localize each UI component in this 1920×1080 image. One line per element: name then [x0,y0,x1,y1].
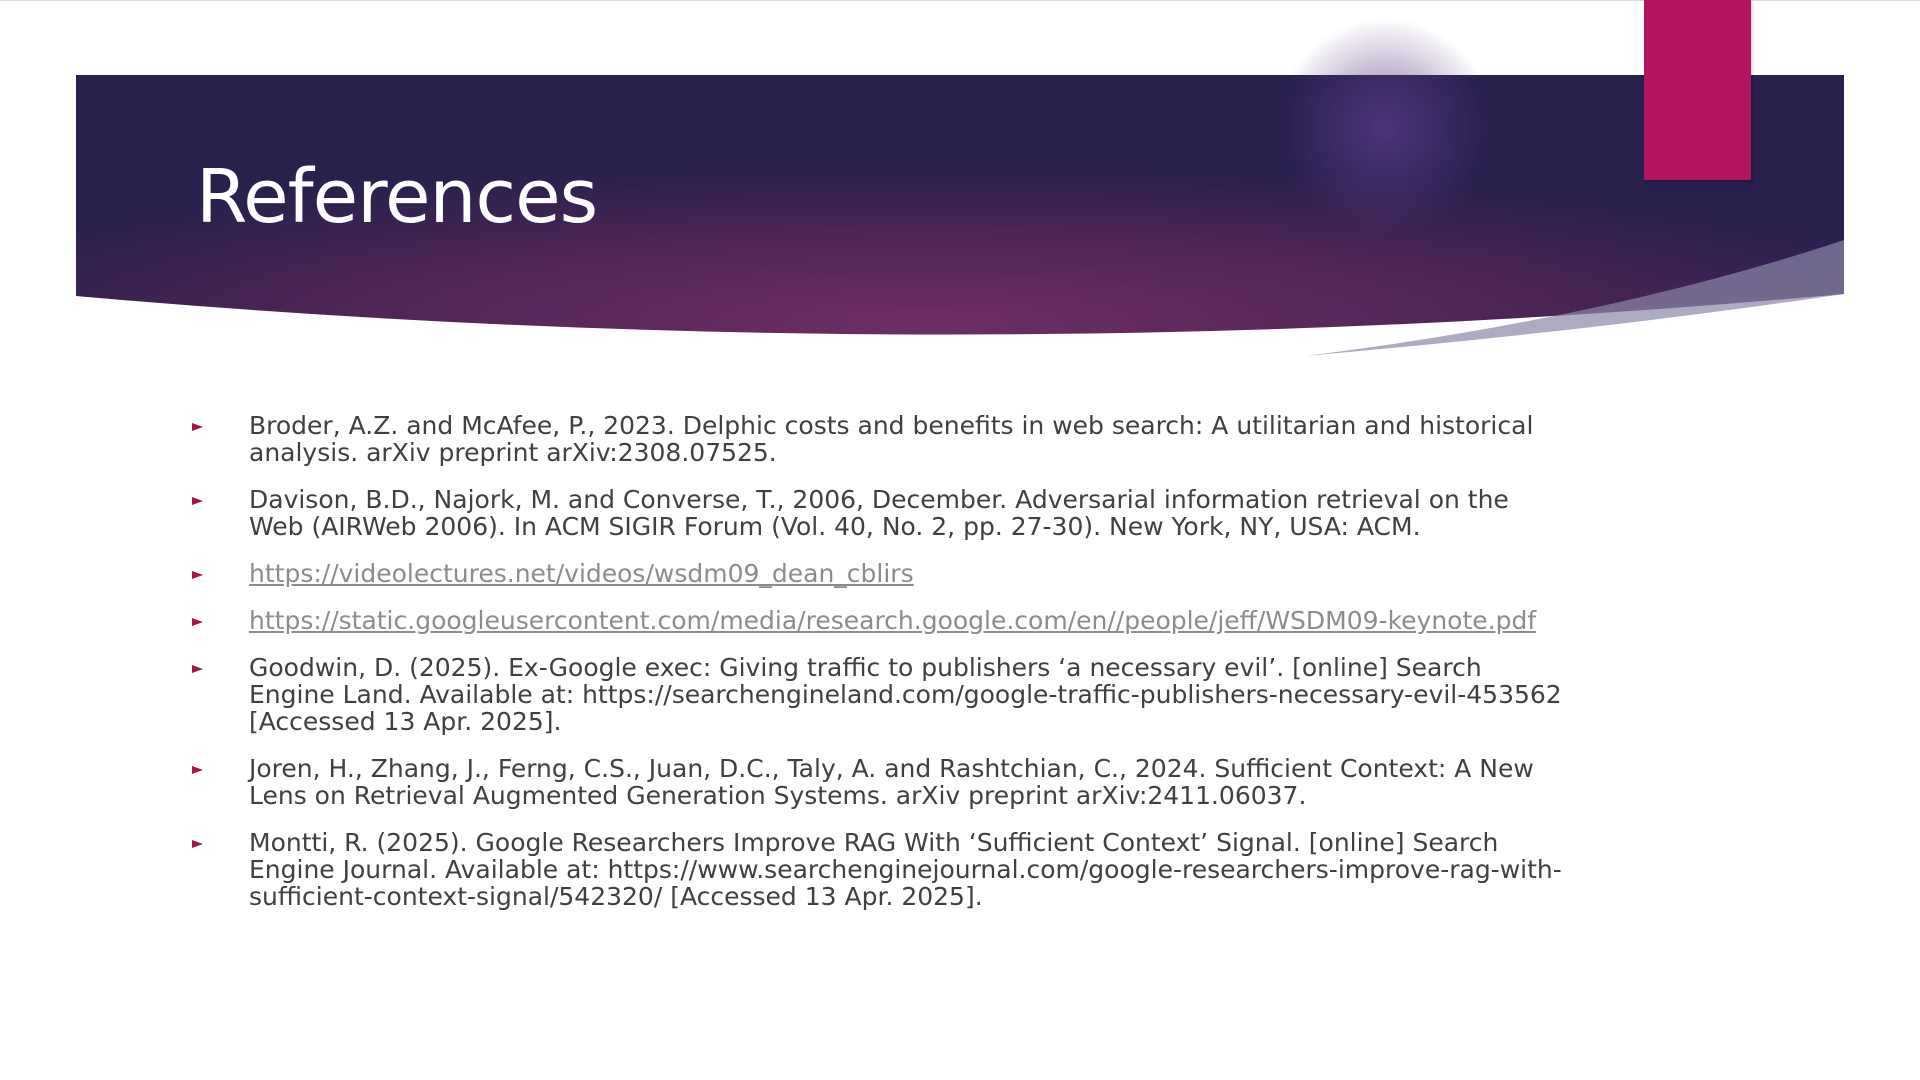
reference-item [186,486,1566,540]
reference-text: Joren, H., Zhang, J., Ferng, C.S., Juan, D.C., Taly, A. and Rashtchian, C., 2024. Sufficient Context: A New Lens on Retrieval Augmented Generation Systems. arXiv preprint arXiv:2411.06037. [249,754,1534,810]
arrow-bullet-icon [192,840,203,848]
arrow-bullet-icon [192,766,203,774]
reference-text: Davison, B.D., Najork, M. and Converse, T., 2006, December. Adversarial information retrieval on the Web (AIRWeb 2006). In ACM SIGIR Forum (Vol. 40, No. 2, pp. 27-30). New York, NY, USA: ACM. [249,485,1509,541]
arrow-bullet-icon [192,497,203,505]
banner-light-spot [1275,18,1495,238]
reference-list [186,412,1566,930]
reference-item [186,755,1566,809]
arrow-bullet-icon [192,665,203,673]
reference-link[interactable]: https://videolectures.net/videos/wsdm09_dean_cblirs [249,559,914,588]
reference-item [186,607,1566,634]
reference-item [186,829,1566,910]
arrow-bullet-icon [192,571,203,579]
reference-text: Broder, A.Z. and McAfee, P., 2023. Delphic costs and benefits in web search: A utilitarian and historical analysis. arXiv preprint arXiv:2308.07525. [249,411,1534,467]
reference-item [186,654,1566,735]
reference-item [186,412,1566,466]
reference-text: Goodwin, D. (2025). Ex-Google exec: Giving traffic to publishers ‘a necessary evil’. [online] Search Engine Land. Available at: https://searchengineland.com/google-traffic-publishers-necessary-evil-453562 [Accessed 13 Apr. 2025]. [249,653,1562,736]
reference-item [186,560,1566,587]
reference-link[interactable]: https://static.googleusercontent.com/media/research.google.com/en//people/jeff/WSDM09-keynote.pdf [249,606,1537,635]
arrow-bullet-icon [192,618,203,626]
accent-tab [1644,0,1751,180]
arrow-bullet-icon [192,423,203,431]
reference-text: Montti, R. (2025). Google Researchers Improve RAG With ‘Sufficient Context’ Signal. [online] Search Engine Journal. Available at: https://www.searchenginejournal.com/google-researchers-improve-rag-with-sufficient-context-signal/542320/ [Accessed 13 Apr. 2025]. [249,828,1562,911]
slide-title: References [196,154,598,240]
